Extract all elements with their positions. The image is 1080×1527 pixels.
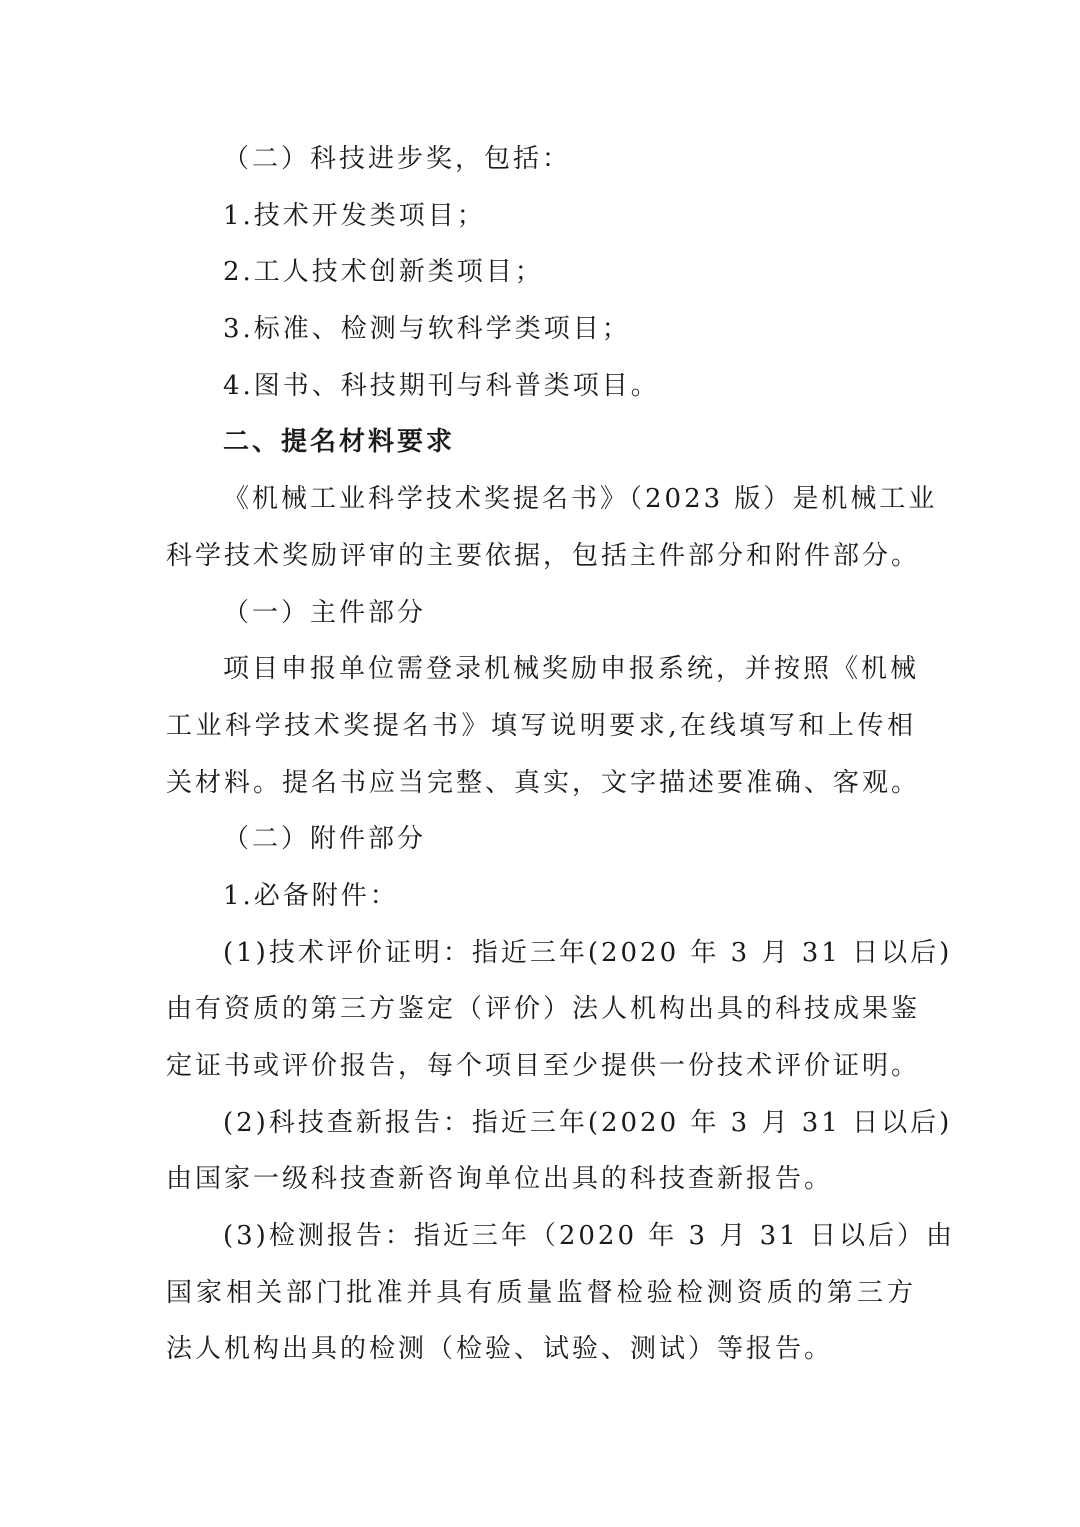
subsection-heading-attachments: （二）附件部分 [223,824,427,855]
paragraph-line: 《机械工业科学技术奖提名书》（2023 版）是机械工业 [223,484,938,515]
paragraph-line: 关材料。提名书应当完整、真实，文字描述要准确、客观。 [166,767,921,798]
list-item: 1.必备附件： [223,880,399,911]
paragraph-line: 项目申报单位需登录机械奖励申报系统，并按照《机械 [223,654,920,685]
section-heading-materials: 二、提名材料要求 [223,427,456,458]
paragraph-line: 工业科学技术奖提名书》填写说明要求,在线填写和上传相 [166,710,916,741]
document-body [166,131,955,1378]
paragraph-line: (2)科技查新报告：指近三年(2020 年 3 月 31 日以后) [223,1107,953,1138]
paragraph-line: 法人机构出具的检测（检验、试验、测试）等报告。 [166,1334,834,1365]
list-item: 3.标准、检测与软科学类项目； [223,314,631,345]
paragraph-line: (3)检测报告：指近三年（2020 年 3 月 31 日以后）由 [223,1221,955,1252]
list-item: 1.技术开发类项目； [223,200,486,231]
subsection-heading-main: （一）主件部分 [223,597,427,628]
paragraph-line: 由有资质的第三方鉴定（评价）法人机构出具的科技成果鉴 [166,994,921,1025]
subsection-heading-progress-award: （二）科技进步奖，包括： [223,144,572,174]
paragraph-line: 国家相关部门批准并具有质量监督检验检测资质的第三方 [166,1277,916,1308]
paragraph-line: (1)技术评价证明：指近三年(2020 年 3 月 31 日以后) [223,937,953,968]
list-item: 4.图书、科技期刊与科普类项目。 [223,370,660,401]
paragraph-line: 定证书或评价报告，每个项目至少提供一份技术评价证明。 [166,1051,921,1081]
list-item: 2.工人技术创新类项目； [223,257,544,288]
paragraph-line: 由国家一级科技查新咨询单位出具的科技查新报告。 [166,1164,834,1195]
paragraph-line: 科学技术奖励评审的主要依据，包括主件部分和附件部分。 [166,540,921,571]
